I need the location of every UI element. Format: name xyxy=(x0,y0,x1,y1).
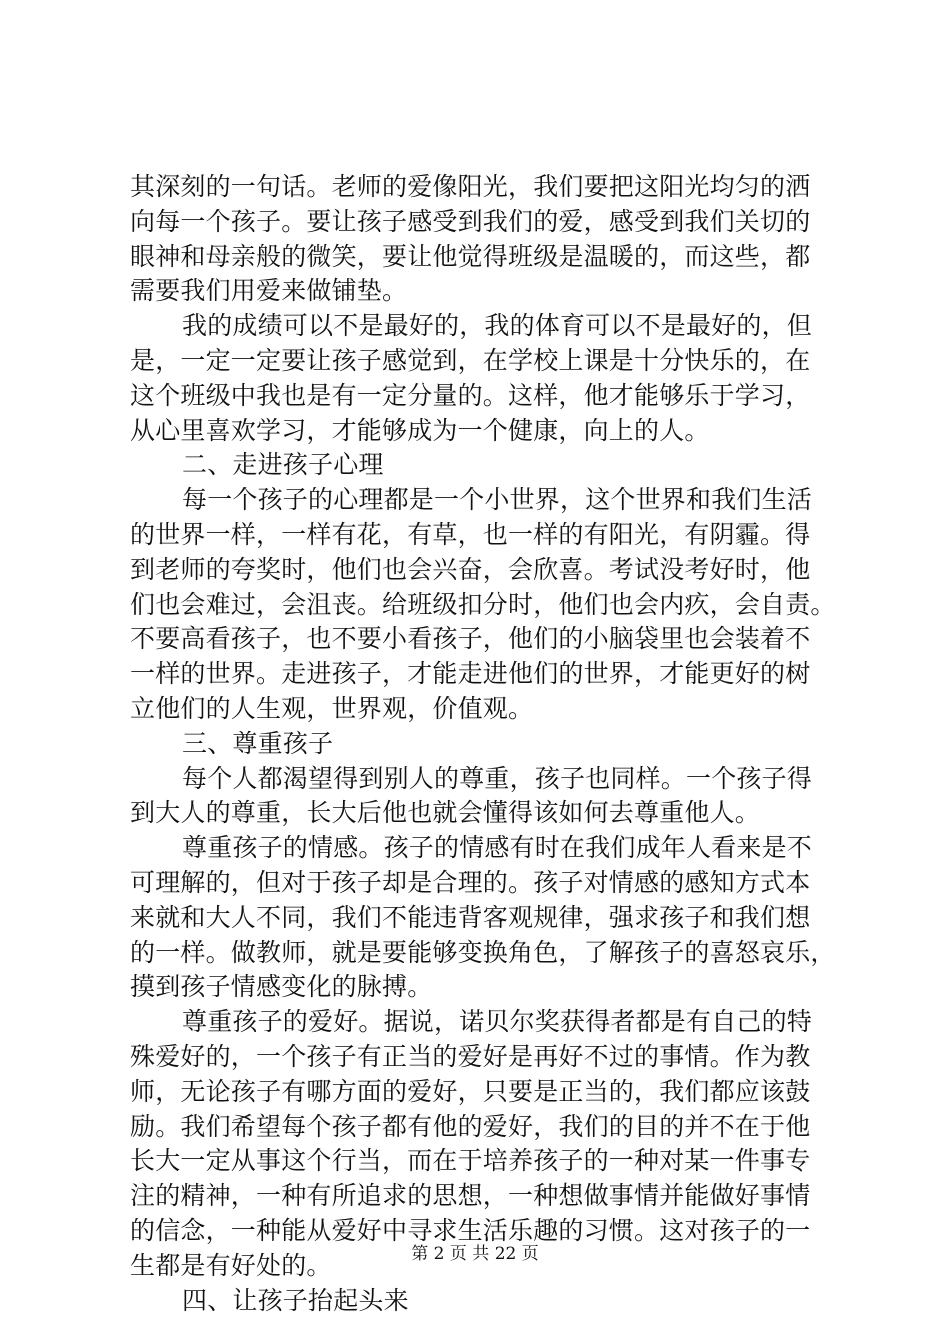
text-line: 到大人的尊重，长大后他也就会懂得该如何去尊重他人。 xyxy=(130,798,761,828)
paragraph-first-line: 尊重孩子的情感。孩子的情感有时在我们成年人看来是不 xyxy=(182,833,813,863)
text-line: 师，无论孩子有哪方面的爱好，只要是正当的，我们都应该鼓 xyxy=(130,1076,811,1106)
text-line: 不要高看孩子，也不要小看孩子，他们的小脑袋里也会装着不 xyxy=(130,624,811,654)
text-line: 的信念，一种能从爱好中寻求生活乐趣的习惯。这对孩子的一 xyxy=(130,1215,811,1245)
text-line: 是，一定一定要让孩子感觉到，在学校上课是十分快乐的，在 xyxy=(130,345,811,375)
text-line: 这个班级中我也是有一定分量的。这样，他才能够乐于学习， xyxy=(130,380,811,410)
paragraph-first-line: 尊重孩子的爱好。据说，诺贝尔奖获得者都是有自己的特 xyxy=(182,1007,813,1037)
text-line: 的一样。做教师，就是要能够变换角色，了解孩子的喜怒哀乐， xyxy=(130,937,836,967)
text-line: 摸到孩子情感变化的脉搏。 xyxy=(130,972,433,1002)
section-heading: 四、让孩子抬起头来 xyxy=(182,1285,409,1315)
text-line: 来就和大人不同，我们不能违背客观规律，强求孩子和我们想 xyxy=(130,902,811,932)
document-body xyxy=(130,170,836,1318)
text-line: 生都是有好处的。 xyxy=(130,1250,332,1280)
text-line: 立他们的人生观，世界观，价值观。 xyxy=(130,693,534,723)
text-line: 长大一定从事这个行当，而在于培养孩子的一种对某一件事专 xyxy=(130,1146,811,1176)
text-line: 的世界一样，一样有花，有草，也一样的有阳光，有阴霾。得 xyxy=(130,519,811,549)
text-line: 励。我们希望每个孩子都有他的爱好，我们的目的并不在于他 xyxy=(130,1111,811,1141)
text-line: 们也会难过，会沮丧。给班级扣分时，他们也会内疚，会自责。 xyxy=(130,589,836,619)
paragraph-first-line: 每个人都渴望得到别人的尊重，孩子也同样。一个孩子得 xyxy=(182,763,813,793)
text-line: 需要我们用爱来做铺垫。 xyxy=(130,276,408,306)
text-line: 殊爱好的，一个孩子有正当的爱好是再好不过的事情。作为教 xyxy=(130,1041,811,1071)
section-heading: 三、尊重孩子 xyxy=(182,728,334,758)
text-line: 到老师的夸奖时，他们也会兴奋，会欣喜。考试没考好时，他 xyxy=(130,554,811,584)
page-number-footer: 第 2 页 共 22 页 xyxy=(411,1244,539,1264)
paragraph-first-line: 每一个孩子的心理都是一个小世界，这个世界和我们生活 xyxy=(182,485,813,515)
section-heading: 二、走进孩子心理 xyxy=(182,450,384,480)
text-line: 一样的世界。走进孩子，才能走进他们的世界，才能更好的树 xyxy=(130,659,811,689)
text-line: 可理解的，但对于孩子却是合理的。孩子对情感的感知方式本 xyxy=(130,867,811,897)
text-line: 注的精神，一种有所追求的思想，一种想做事情并能做好事情 xyxy=(130,1181,811,1211)
text-line: 眼神和母亲般的微笑，要让他觉得班级是温暖的，而这些，都 xyxy=(130,241,811,271)
text-line: 其深刻的一句话。老师的爱像阳光，我们要把这阳光均匀的洒 xyxy=(130,172,811,201)
text-line: 向每一个孩子。要让孩子感受到我们的爱，感受到我们关切的 xyxy=(130,206,811,236)
paragraph-first-line: 我的成绩可以不是最好的，我的体育可以不是最好的，但 xyxy=(182,311,813,341)
text-line: 从心里喜欢学习，才能够成为一个健康，向上的人。 xyxy=(130,415,710,445)
